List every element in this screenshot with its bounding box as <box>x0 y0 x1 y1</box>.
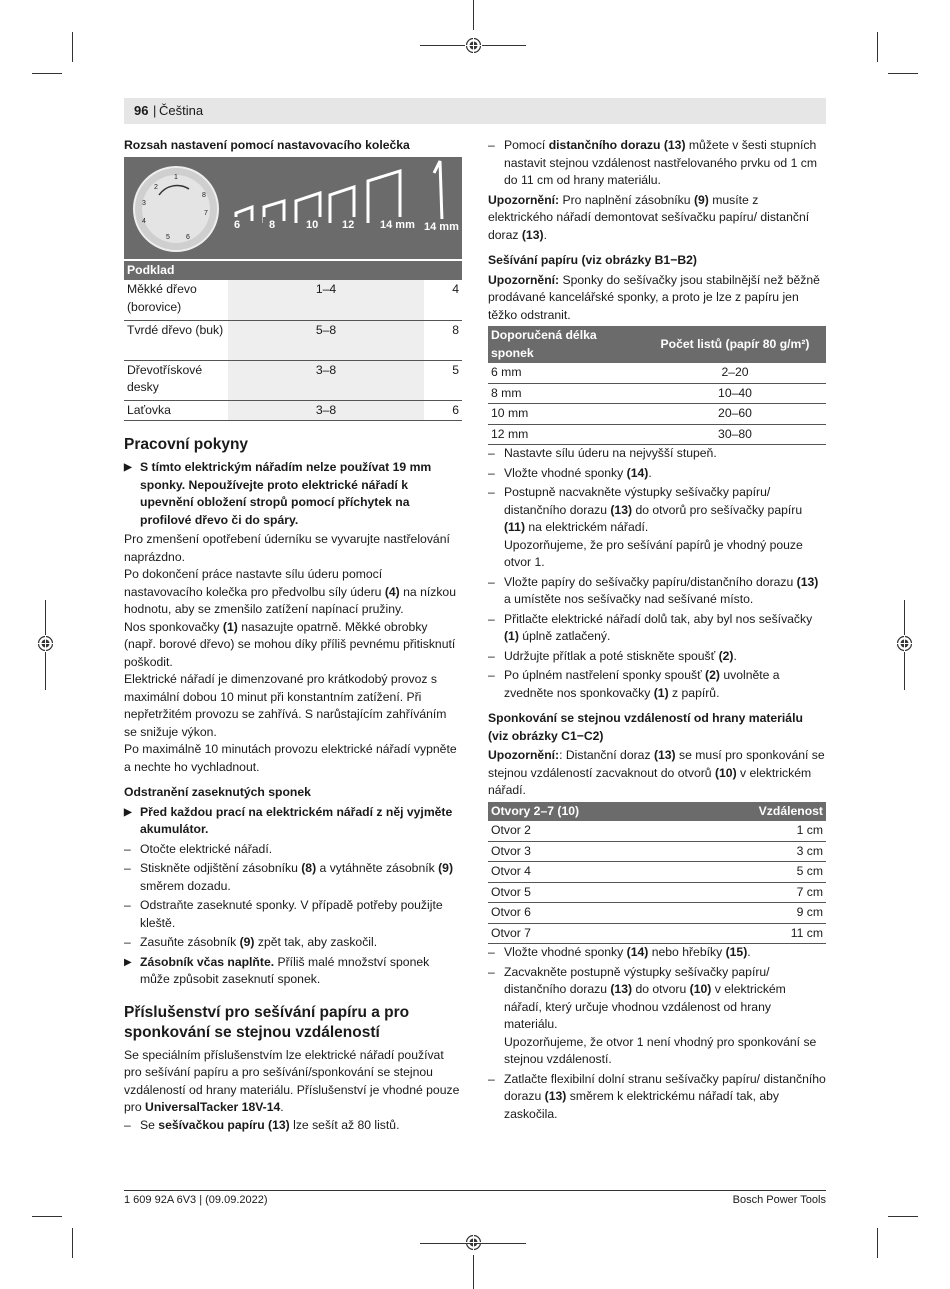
list-item: – Zatlačte flexibilní dolní stranu sešívačky papíru/ distančního dorazu (13) směrem k elektrickému nářadí tak, aby zaskočila. <box>488 1071 826 1124</box>
dial-number: 7 <box>204 209 208 217</box>
holes-table <box>488 802 826 945</box>
list-item: – Přitlačte elektrické nářadí dolů tak, aby byl nos sešívačky (1) úplně zatlačený. <box>488 611 826 646</box>
holes-table-header: Vzdálenost <box>681 802 826 822</box>
page-header <box>124 98 826 124</box>
staple-size-label: 12 <box>342 218 355 231</box>
dial-number: 5 <box>166 233 170 241</box>
list-item: – Otočte elektrické nářadí. <box>124 841 462 859</box>
jam-warning: ▶ Před každou prací na elektrickém nářadí z něj vyjměte akumulátor. <box>124 804 462 839</box>
table-row: Tvrdé dřevo (buk) 5–8 8 <box>124 320 462 360</box>
paragraph: Po dokončení práce nastavte sílu úderu pomocí nastavovacího kolečka pro předvolbu síly úderu (4) na nízkou hodnotu, aby se zmenšilo zatížení napínací pružiny. <box>124 567 456 616</box>
table-row: Otvor 5 7 cm <box>488 882 826 903</box>
registration-mark-icon <box>37 635 54 652</box>
staple-settings-heading: Rozsah nastavení pomocí nastavovacího kolečka <box>124 138 410 152</box>
crop-mark <box>32 73 62 74</box>
paragraph: Nos sponkovačky (1) nasazujte opatrně. Měkké obrobky (např. borové dřevo) se mohou díky příliš pevnému přitisknutí poškodit. <box>124 619 456 669</box>
table-row: Měkké dřevo (borovice) 1–4 4 <box>124 280 462 320</box>
table-row: Otvor 2 1 cm <box>488 821 826 841</box>
crop-mark <box>877 1228 878 1258</box>
crop-mark <box>877 32 878 62</box>
warning-19mm: ▶ S tímto elektrickým nářadím nelze používat 19 mm sponky. Nepoužívejte proto elektrické nářadí k upevnění obložení stropů pomocí příchytek na profilové dřevo či do spáry. <box>124 459 462 529</box>
header-language: Čeština <box>159 103 204 118</box>
paragraph: Pro zmenšení opotřebení úderníku se vyvarujte nastřelování naprázdno. <box>124 532 450 564</box>
footer-doc-id: 1 609 92A 6V3 | (09.09.2022) <box>124 1194 268 1206</box>
list-item: – Vložte vhodné sponky (14) nebo hřebíky (15). <box>488 944 826 962</box>
table-row: Laťovka 3–8 6 <box>124 400 462 421</box>
left-column <box>124 137 462 1136</box>
dial-number: 8 <box>202 191 206 199</box>
crop-mark <box>473 1255 474 1289</box>
crop-mark <box>473 0 474 30</box>
crop-mark <box>888 73 918 74</box>
staple-size-label: 10 <box>306 218 319 231</box>
footer-brand: Bosch Power Tools <box>732 1194 826 1206</box>
paper-table-header: Doporučená délka sponek <box>488 326 644 363</box>
accessories-heading: Příslušenství pro sešívání papíru a pro sponkování se stejnou vzdáleností <box>124 1003 410 1041</box>
staple-size-label: 6 <box>234 218 241 231</box>
list-item: – Udržujte přítlak a poté stiskněte spoušť (2). <box>488 648 826 666</box>
registration-mark-icon <box>465 1234 482 1251</box>
substrate-table <box>124 261 462 422</box>
table-row: Otvor 7 11 cm <box>488 923 826 944</box>
page-number: 96 <box>134 103 149 118</box>
list-item: – Zacvakněte postupně výstupky sešívačky papíru/ distančního dorazu (13) do otvoru (10) v elektrickém nářadí, který určuje vhodnou vzdálenost od hrany materiálu. Upozorňujeme, že otvor 1 není vhodný pro sponkování se stejnou vzdáleností. <box>488 964 826 1069</box>
paragraph: Po maximálně 10 minutách provozu elektrické nářadí vypněte a nechte ho vychladnout. <box>124 742 457 774</box>
paper-stapling-heading: Sešívání papíru (viz obrázky B1−B2) <box>488 253 697 267</box>
refill-note: ▶ Zásobník včas naplňte. Příliš malé množství sponek může způsobit zaseknutí sponek. <box>124 954 462 989</box>
header-separator: | <box>153 103 157 118</box>
table-row: Otvor 4 5 cm <box>488 862 826 883</box>
list-item: – Vložte papíry do sešívačky papíru/distančního dorazu (13) a umístěte nos sešívačky nad sešívané místo. <box>488 574 826 609</box>
dial-number: 3 <box>142 199 146 207</box>
edge-stapling-heading: Sponkování se stejnou vzdáleností od hrany materiálu (viz obrázky C1−C2) <box>488 711 803 743</box>
table-row: 8 mm 10–40 <box>488 383 826 404</box>
paper-table-header: Počet listů (papír 80 g/m²) <box>644 326 826 363</box>
paragraph: Se speciálním příslušenstvím lze elektrické nářadí používat pro sešívání papíru a pro sešívání/sponkování se stejnou vzdáleností od hrany materiálu. Příslušenství je vhodné pouze pro UniversalTacker 18V-14. <box>124 1047 460 1114</box>
paper-table <box>488 326 826 445</box>
dial-number: 2 <box>154 183 158 191</box>
paragraph: Elektrické nářadí je dimenzované pro krátkodobý provoz s maximální dobou 10 minut při konstantním zatížení. Při nepřetržitém provozu se zahřívá. S narůstajícím zahříváním se snižuje výkon. <box>124 672 447 739</box>
holes-table-header: Otvory 2–7 (10) <box>488 802 681 822</box>
list-item: – Se sešívačkou papíru (13) lze sešít až 80 listů. <box>124 1117 462 1135</box>
registration-mark-icon <box>896 635 913 652</box>
dial-number: 1 <box>174 173 178 181</box>
table-row: 10 mm 20–60 <box>488 404 826 425</box>
footer-rule <box>124 1190 826 1191</box>
table-row: 6 mm 2–20 <box>488 363 826 383</box>
dial-number: 4 <box>142 217 146 225</box>
right-column <box>488 137 826 1125</box>
table-row: 12 mm 30–80 <box>488 424 826 445</box>
list-item: – Zasuňte zásobník (9) zpět tak, aby zaskočil. <box>124 934 462 952</box>
note: Upozornění:: Distanční doraz (13) se musí pro sponkování se stejnou vzdáleností zacvaknout do otvorů (10) v elektrickém nářadí. <box>488 748 825 797</box>
staple-dial-illustration <box>124 157 462 259</box>
note: Upozornění: Sponky do sešívačky jsou stabilnější než běžně prodávané kancelářské sponky, a proto je lze z papíru jen těžko odstranit. <box>488 272 820 322</box>
crop-mark <box>888 1216 918 1217</box>
staple-range-figure <box>124 157 462 259</box>
list-item: – Nastavte sílu úderu na nejvyšší stupeň. <box>488 445 826 463</box>
crop-mark <box>72 32 73 62</box>
list-item: – Odstraňte zaseknuté sponky. V případě potřeby použijte kleště. <box>124 897 462 932</box>
list-item: – Po úplném nastřelení sponky spoušť (2) uvolněte a zvedněte nos sponkovačky (1) z papírů. <box>488 667 826 702</box>
list-item: – Stiskněte odjištění zásobníku (8) a vytáhněte zásobník (9) směrem dozadu. <box>124 860 462 895</box>
table-row: Otvor 3 3 cm <box>488 841 826 862</box>
table-row: Dřevotřískové desky 3–8 5 <box>124 360 462 400</box>
nail-size-label: 14 mm <box>424 220 459 233</box>
list-item: – Pomocí distančního dorazu (13) můžete v šesti stupních nastavit stejnou vzdálenost nastřelovaného prvku od 1 cm do 11 cm od hrany materiálu. <box>488 137 826 190</box>
list-item: – Postupně nacvakněte výstupky sešívačky papíru/ distančního dorazu (13) do otvorů pro sešívačky papíru (11) na elektrickém nářadí. Upozorňujeme, že pro sešívání papírů je vhodný pouze otvor 1. <box>488 484 826 572</box>
work-instructions-heading: Pracovní pokyny <box>124 436 249 453</box>
dial-number: 6 <box>186 233 190 241</box>
jam-heading: Odstranění zaseknutých sponek <box>124 785 311 799</box>
note: Upozornění: Pro naplnění zásobníku (9) musíte z elektrického nářadí demontovat sešívačku papíru/ distanční doraz (13). <box>488 192 810 242</box>
staple-size-label: 14 mm <box>380 218 415 231</box>
list-item: – Vložte vhodné sponky (14). <box>488 465 826 483</box>
crop-mark <box>72 1228 73 1258</box>
substrate-header: Podklad <box>124 261 462 281</box>
table-row: Otvor 6 9 cm <box>488 903 826 924</box>
registration-mark-icon <box>465 37 482 54</box>
staple-size-label: 8 <box>269 218 276 231</box>
crop-mark <box>32 1216 62 1217</box>
